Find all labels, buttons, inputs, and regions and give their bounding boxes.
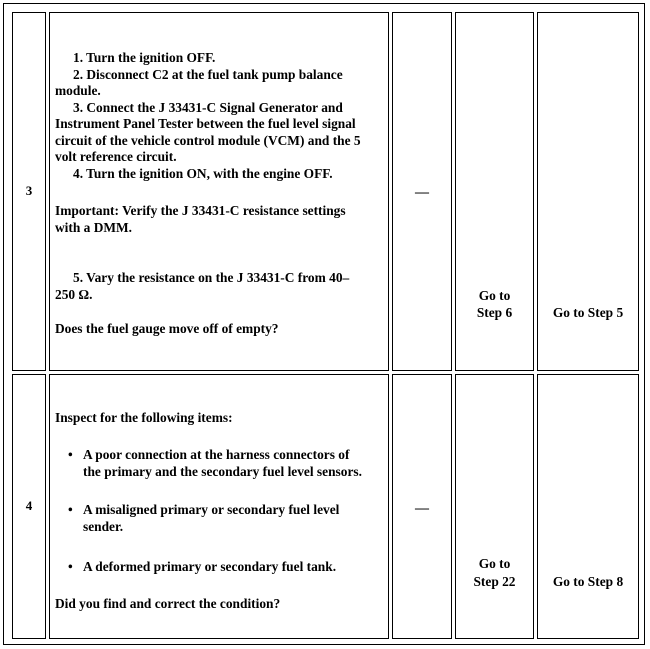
yes-line: Step 22 — [473, 574, 516, 589]
question-text: Does the fuel gauge move off of empty? — [55, 321, 279, 336]
step-number: 3 — [25, 183, 33, 199]
bullet-icon: • — [68, 502, 73, 517]
action-line: 250 Ω. — [55, 286, 93, 302]
important-line: Important: Verify the J 33431-C resistance settings — [55, 203, 346, 218]
no-text: Go to Step 8 — [552, 574, 624, 589]
action-cell — [49, 374, 389, 639]
bullet-item — [50, 559, 388, 576]
bullet-icon: • — [68, 447, 73, 462]
bullet-line: the primary and the secondary fuel level sensors. — [83, 463, 362, 479]
no-cell — [537, 374, 639, 639]
diagnostic-table — [3, 3, 645, 645]
action-line: 2. Disconnect C2 at the fuel tank pump balance — [73, 66, 343, 82]
question-text: Did you find and correct the condition? — [55, 596, 281, 611]
value-dash: — — [415, 501, 429, 516]
action-line: volt reference circuit. — [55, 149, 177, 164]
action-line: Instrument Panel Tester between the fuel level signal — [55, 116, 356, 131]
bullet-line: A deformed primary or secondary fuel tank. — [83, 559, 337, 574]
intro-text: Inspect for the following items: — [55, 410, 233, 425]
bullet-item — [50, 502, 388, 535]
action-line: module. — [55, 83, 101, 98]
value-cell — [392, 374, 452, 639]
no-cell — [537, 12, 639, 371]
action-cell — [49, 12, 389, 371]
action-line: 5. Vary the resistance on the J 33431-C from 40– — [73, 270, 350, 285]
bullet-line: A poor connection at the harness connectors of — [83, 447, 350, 462]
action-line: circuit of the vehicle control module (VCM) and the 5 — [55, 132, 361, 148]
bullet-icon: • — [68, 559, 73, 574]
value-cell — [392, 12, 452, 371]
yes-line: Go to — [478, 288, 511, 303]
yes-line: Step 6 — [476, 305, 513, 320]
action-line: 4. Turn the ignition ON, with the engine OFF. — [73, 165, 333, 181]
bullet-item — [50, 447, 388, 480]
important-note — [50, 203, 388, 236]
step-number: 4 — [25, 498, 33, 514]
yes-cell — [455, 12, 534, 371]
step-number-cell — [12, 374, 46, 639]
no-text: Go to Step 5 — [552, 305, 624, 320]
important-line: with a DMM. — [55, 219, 132, 235]
action-line: 1. Turn the ignition OFF. — [73, 50, 216, 65]
bullet-line: A misaligned primary or secondary fuel level — [83, 502, 340, 517]
value-dash: — — [415, 185, 429, 200]
action-line: 3. Connect the J 33431-C Signal Generator and — [73, 99, 343, 115]
yes-cell — [455, 374, 534, 639]
bullet-line: sender. — [83, 518, 124, 534]
yes-line: Go to — [478, 556, 511, 571]
step-number-cell — [12, 12, 46, 371]
